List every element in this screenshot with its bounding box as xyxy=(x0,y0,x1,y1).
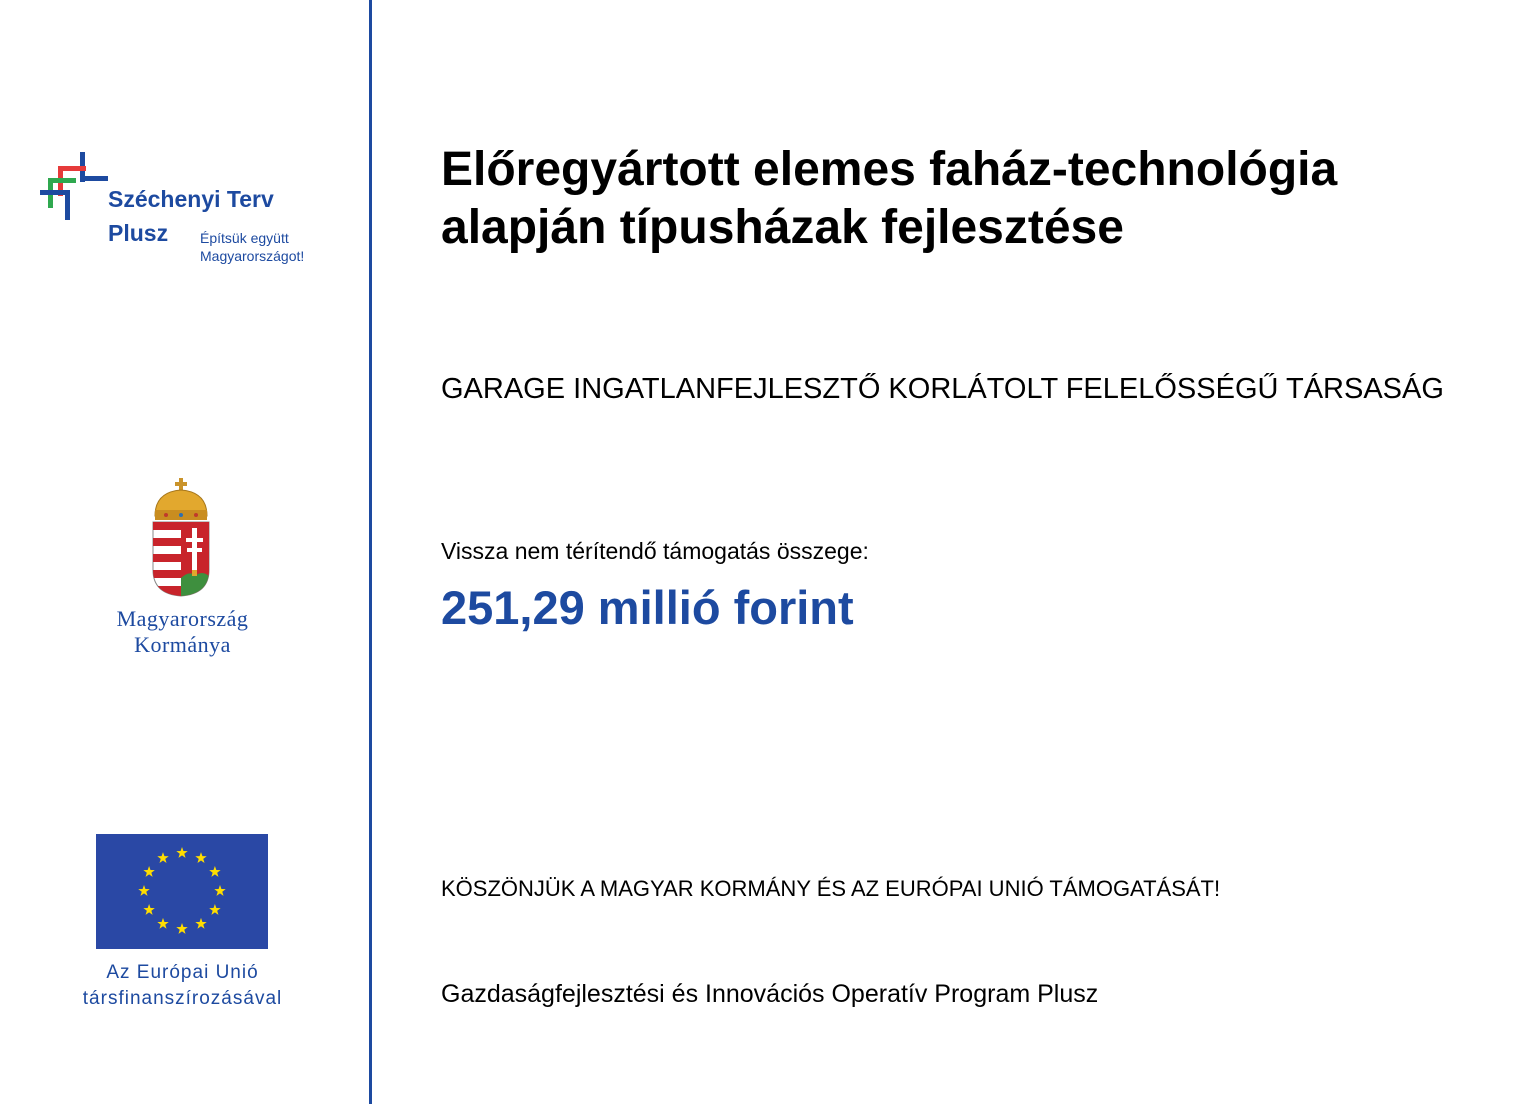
eu-caption-line2: társfinanszírozásával xyxy=(82,988,283,1009)
beneficiary-company: GARAGE INGATLANFEJLESZTŐ KORLÁTOLT FELELŐSSÉGŰ TÁRSASÁG xyxy=(441,373,1444,405)
grant-label: Vissza nem térítendő támogatás összege: xyxy=(441,538,869,564)
szechenyi-slogan-line1: Építsük együtt xyxy=(200,230,289,246)
szechenyi-subtitle: Plusz xyxy=(108,220,169,246)
government-name-line2: Kormánya xyxy=(134,632,231,657)
grant-amount: 251,29 millió forint xyxy=(441,581,854,634)
eu-star-icon xyxy=(195,918,206,929)
eu-star-icon xyxy=(157,852,168,863)
eu-flag-icon xyxy=(96,834,268,949)
eu-star-icon xyxy=(176,847,187,858)
eu-star-icon xyxy=(214,885,225,896)
eu-star-icon xyxy=(157,918,168,929)
project-title: Előregyártott elemes faház-technológia alapján típusházak fejlesztése xyxy=(441,143,1338,254)
program-name: Gazdaságfejlesztési és Innovációs Operatív Program Plusz xyxy=(441,980,1099,1008)
szechenyi-title: Széchenyi Terv xyxy=(108,186,274,212)
szechenyi-cross-icon xyxy=(38,150,108,222)
vertical-divider xyxy=(369,0,372,1104)
szechenyi-slogan-line2: Magyarországot! xyxy=(200,248,305,264)
eu-star-icon xyxy=(143,904,154,915)
hungarian-coat-of-arms-icon xyxy=(150,478,212,598)
eu-star-icon xyxy=(209,866,220,877)
eu-star-icon xyxy=(143,866,154,877)
eu-star-icon xyxy=(138,885,149,896)
eu-star-icon xyxy=(176,923,187,934)
thanks-text: KÖSZÖNJÜK A MAGYAR KORMÁNY ÉS AZ EURÓPAI UNIÓ TÁMOGATÁSÁT! xyxy=(441,876,1221,901)
eu-stars xyxy=(96,834,268,949)
government-name-line1: Magyarország xyxy=(116,606,249,631)
eu-star-icon xyxy=(209,904,220,915)
eu-star-icon xyxy=(195,852,206,863)
eu-caption-line1: Az Európai Unió xyxy=(106,962,259,983)
szechenyi-logo xyxy=(38,150,338,270)
